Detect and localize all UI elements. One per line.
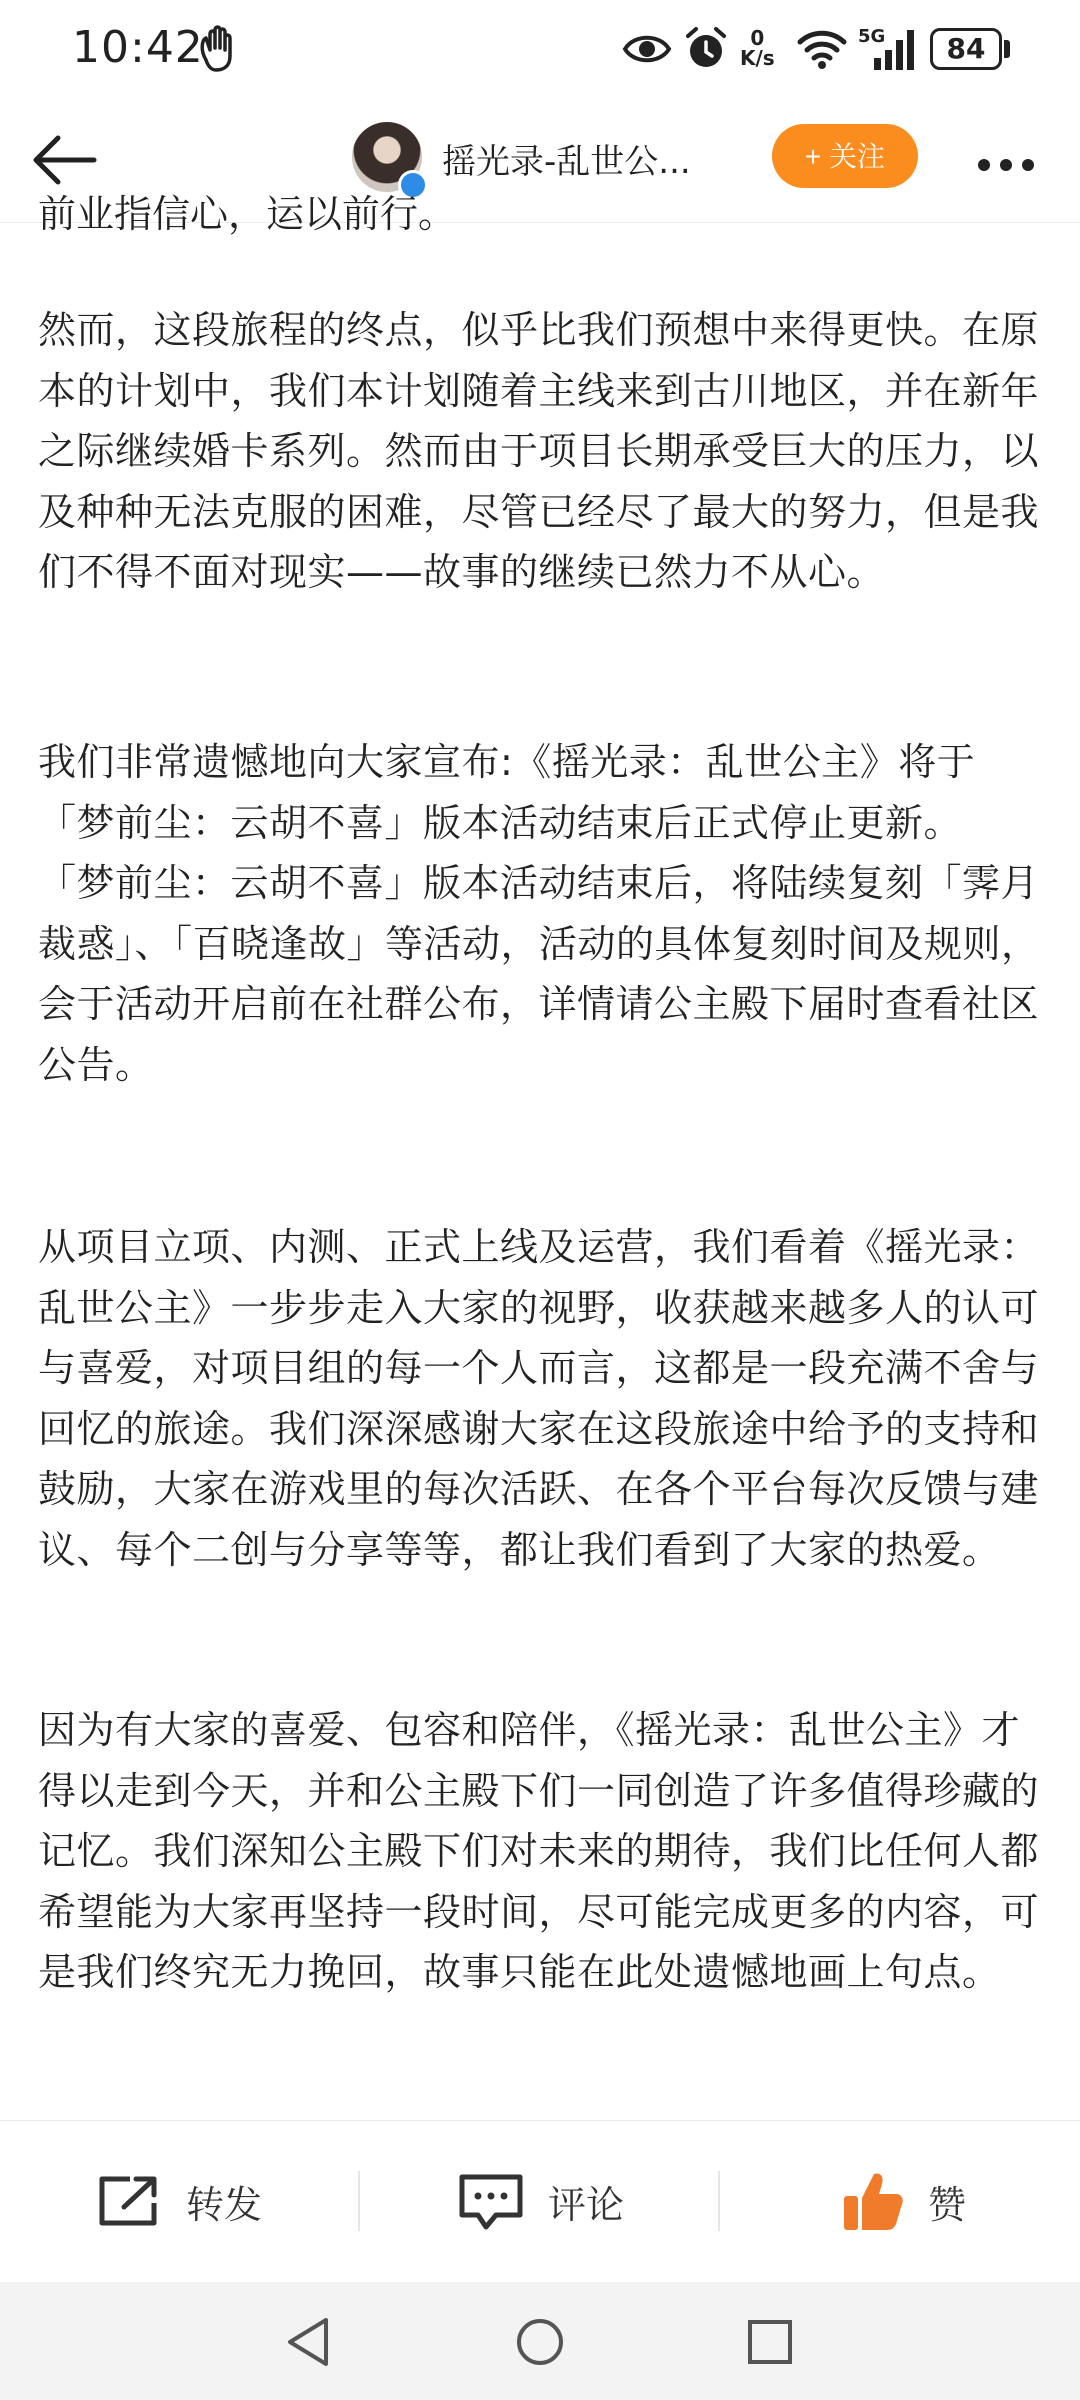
home-circle-icon[interactable] [514, 2316, 566, 2368]
like-label: 赞 [928, 2182, 967, 2227]
network-speed-unit: K/s [740, 46, 775, 70]
comment-label: 评论 [548, 2182, 625, 2227]
network-speed [740, 28, 775, 68]
status-bar [0, 0, 1080, 100]
eye-icon [622, 26, 672, 72]
comment-button[interactable] [456, 2121, 624, 2281]
article-paragraph: 从项目立项、内测、正式上线及运营，我们看着《摇光录：乱世公主》一步步走入大家的视野，收获越来越多人的认可与喜爱，对项目组的每一个人而言，这都是一段充满不舍与回忆的旅途。我们深深感谢大家在这段旅途中给予的支持和鼓励，大家在游戏里的每次活跃、在各个平台每次反馈与建议、每个二创与分享等等，都让我们看到了大家的热爱。 [38, 1225, 1040, 1572]
battery-level: 84 [930, 28, 1002, 70]
repost-button[interactable] [96, 2121, 262, 2281]
like-button[interactable] [840, 2121, 966, 2281]
battery-icon [1004, 40, 1010, 58]
network-type: 5G [858, 26, 886, 47]
back-arrow-icon[interactable] [30, 130, 100, 190]
wifi-icon [796, 26, 848, 72]
comment-icon [456, 2171, 526, 2231]
article-paragraph: 我们非常遗憾地向大家宣布:《摇光录：乱世公主》将于「梦前尘：云胡不喜」版本活动结束后正式停止更新。 「梦前尘：云胡不喜」版本活动结束后，将陆续复刻「霁月裁惑」、「百晓逢故」等活动，活动的具体复刻时间及规则，会于活动开启前在社群公布，详情请公主殿下届时查看社区公告。 [38, 740, 1040, 1087]
network-speed-value: 0 [750, 26, 765, 50]
system-nav-bar [0, 2282, 1080, 2400]
recents-square-icon[interactable] [746, 2318, 794, 2366]
action-divider [718, 2171, 720, 2231]
action-divider [358, 2171, 360, 2231]
account-name[interactable]: 摇光录-乱世公... [442, 142, 691, 182]
repost-label: 转发 [186, 2182, 263, 2227]
alarm-icon [684, 26, 728, 72]
article-paragraph: 然而，这段旅程的终点，似乎比我们预想中来得更快。在原本的计划中，我们本计划随着主线来到古川地区，并在新年之际继续婚卡系列。然而由于项目长期承受巨大的压力，以及种种无法克服的困难，尽管已经尽了最大的努力，但是我们不得不面对现实——故事的继续已然力不从心。 [38, 308, 1040, 594]
back-triangle-icon[interactable] [284, 2316, 334, 2368]
article-body [0, 192, 1080, 2122]
action-bar [0, 2120, 1080, 2281]
signal-icon [872, 26, 916, 72]
hand-icon [196, 26, 240, 72]
repost-icon [96, 2173, 164, 2229]
follow-button[interactable]: + 关注 [772, 124, 918, 188]
more-options-icon[interactable] [978, 156, 1044, 175]
status-time: 10:42 [72, 22, 204, 73]
article-cut-line: 前业指信心，运以前行。 [38, 192, 457, 236]
article-paragraph: 因为有大家的喜爱、包容和陪伴，《摇光录：乱世公主》才得以走到今天，并和公主殿下们一同创造了许多值得珍藏的记忆。我们深知公主殿下们对未来的期待，我们比任何人都希望能为大家再坚持一段时间，尽可能完成更多的内容，可是我们终究无力挽回，故事只能在此处遗憾地画上句点。 [38, 1708, 1040, 1994]
thumbs-up-icon [840, 2168, 906, 2234]
